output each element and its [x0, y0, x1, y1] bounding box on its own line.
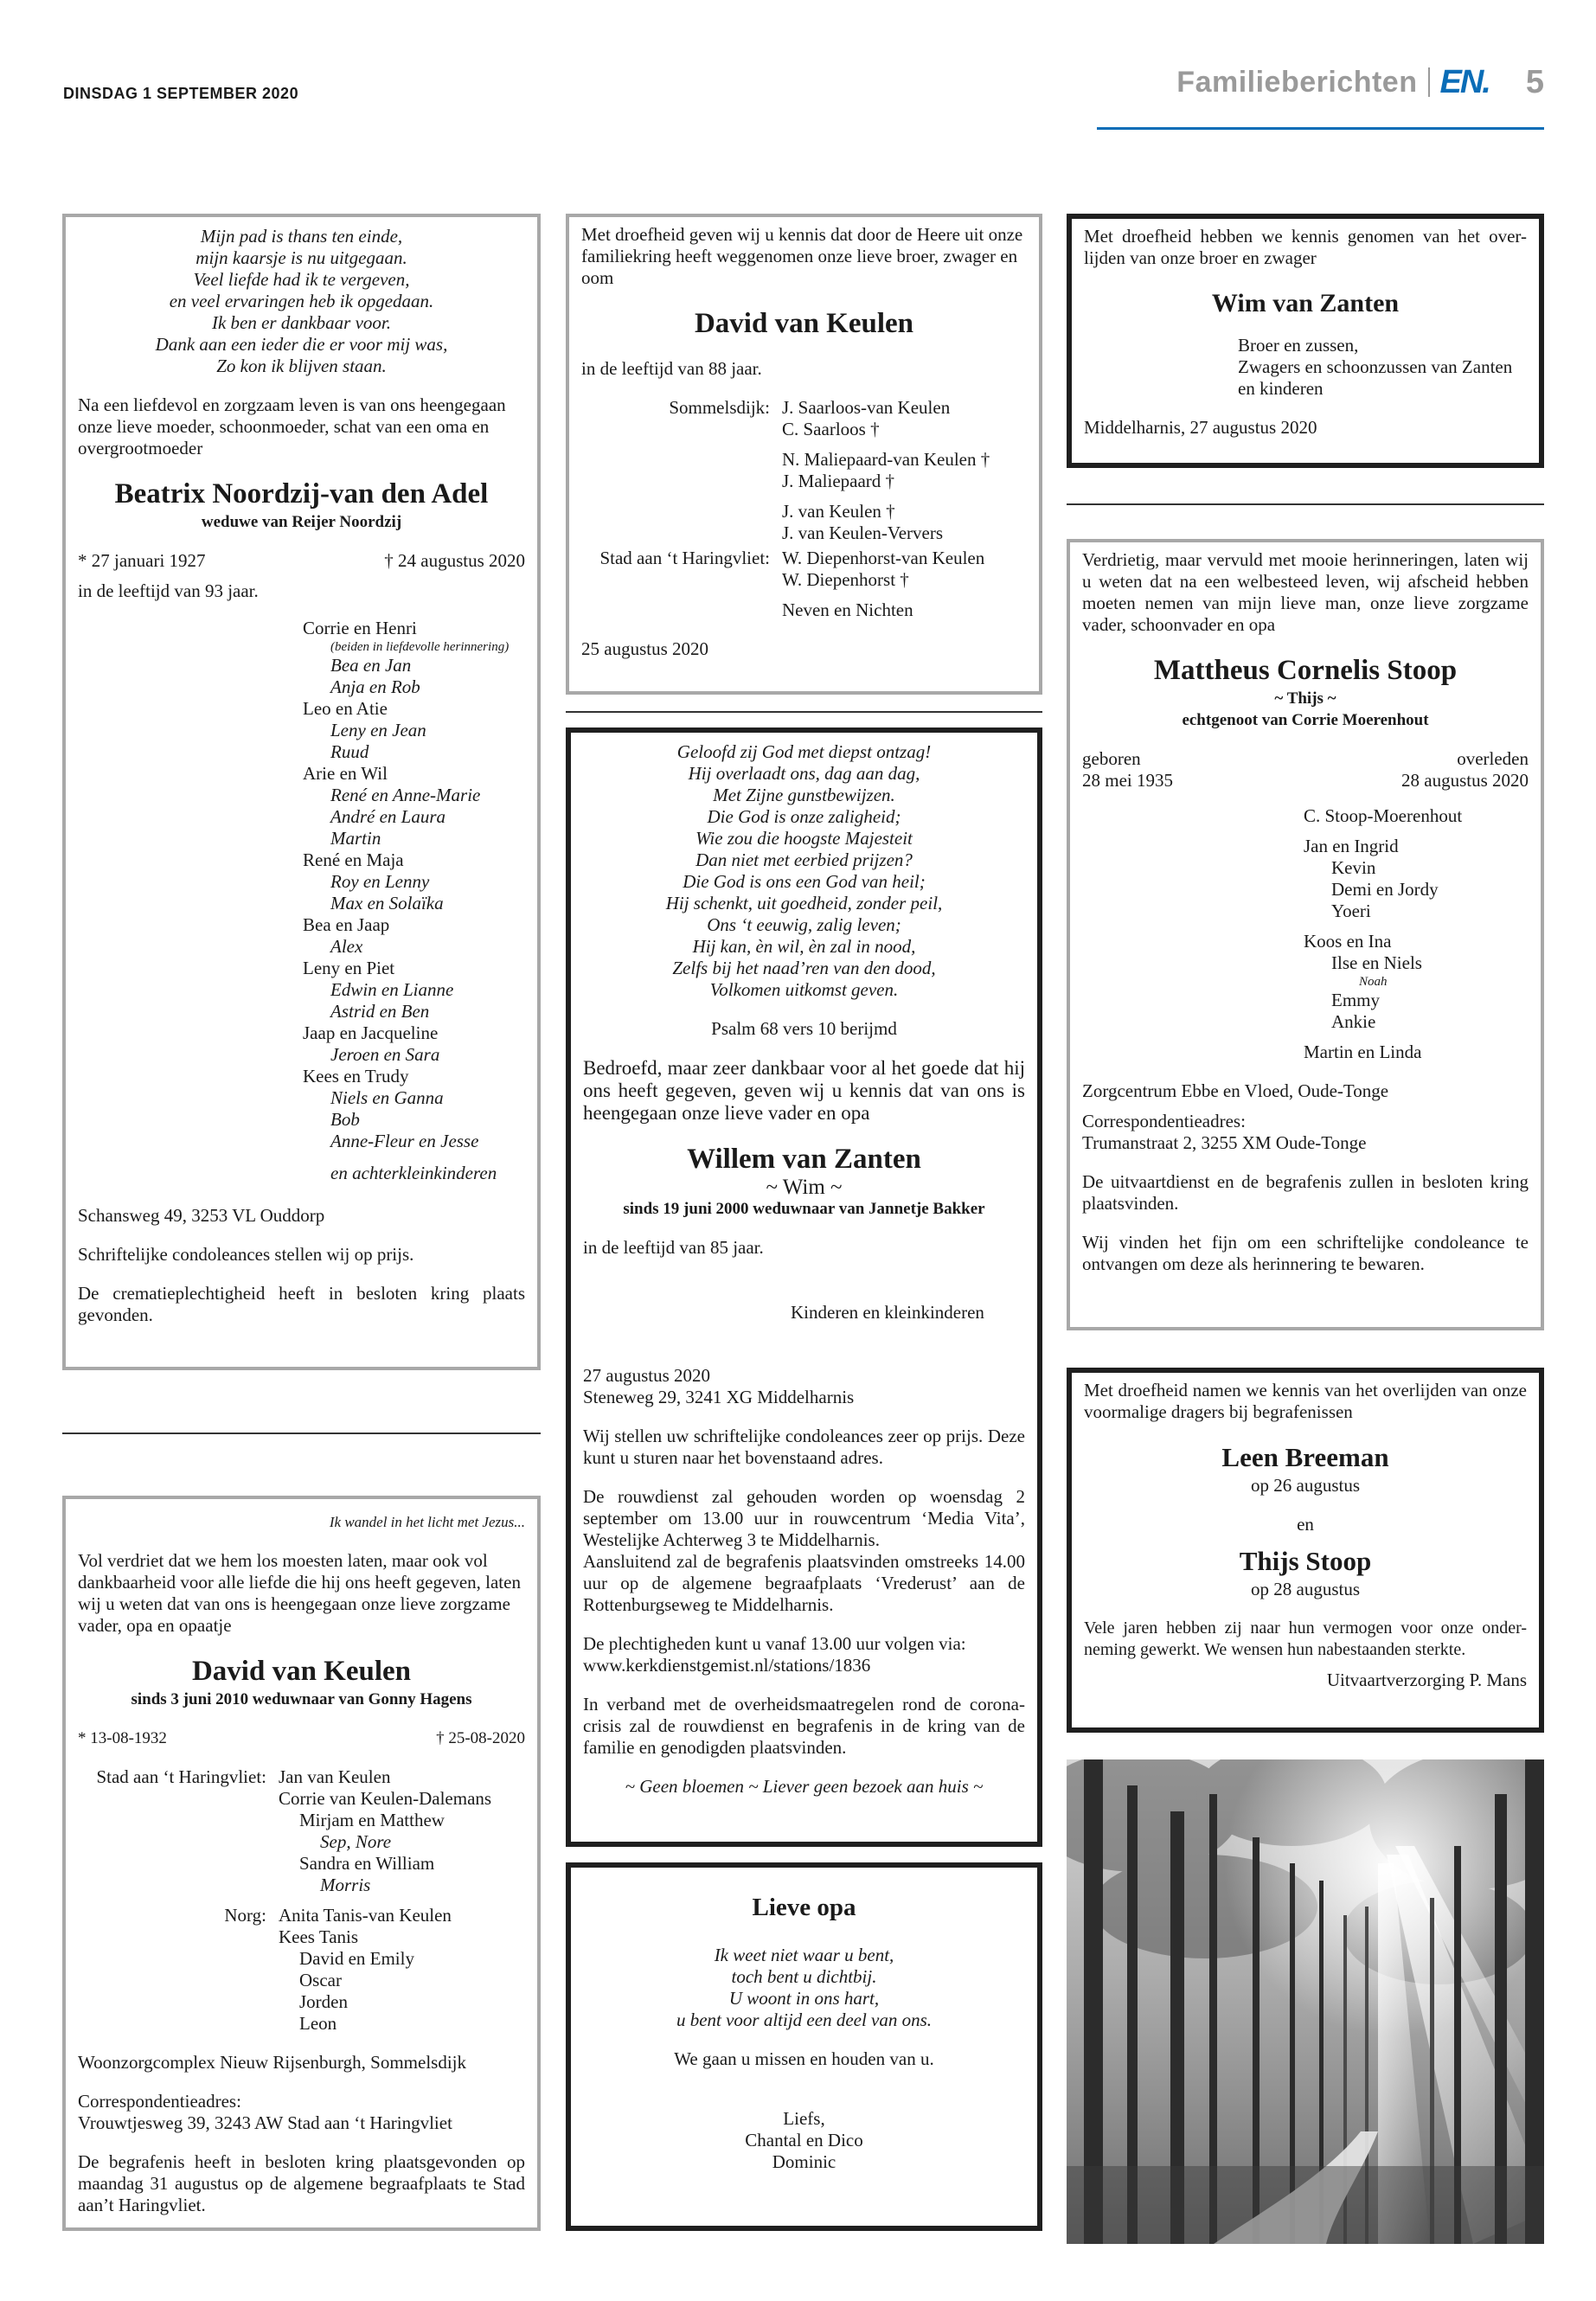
family-member: René en Maja	[303, 849, 404, 870]
date-text: 27 augustus 2020	[583, 1365, 710, 1386]
header-rule	[1097, 127, 1544, 130]
family-member: Anne-Fleur en Jesse	[330, 1131, 479, 1151]
poem	[583, 741, 1025, 1001]
family-member: Noah	[1359, 975, 1388, 989]
poem-line: Mijn pad is thans ten einde,	[200, 226, 403, 247]
message-title: Lieve opa	[752, 1894, 856, 1921]
family-member: Martin en Linda	[1304, 1042, 1422, 1062]
birth-date: * 27 januari 1927	[78, 550, 206, 571]
correspondence-address: Trumanstraat 2, 3255 XM Oude-Tonge	[1082, 1132, 1367, 1153]
family-member: Ruud	[330, 741, 369, 762]
poem-line: Hij schenkt, uit goedheid, zonder peil,	[665, 893, 943, 913]
family-member: Bea en Jaap	[303, 914, 390, 935]
page-number: 5	[1525, 63, 1544, 100]
place-date-text: Middelharnis, 27 augustus 2020	[1084, 417, 1317, 438]
obituary-mattheus-cornelis-stoop	[1067, 539, 1544, 1330]
family-list	[782, 397, 990, 544]
poem-line: Zo kon ik blijven staan.	[216, 356, 387, 376]
closing-line: Dominic	[772, 2151, 836, 2172]
poem-line: mijn kaarsje is nu uitgegaan.	[195, 247, 407, 268]
family-member: Jorden	[299, 1991, 348, 2012]
family-member: Martin	[330, 828, 381, 849]
family-member: Max en Solaïka	[330, 893, 444, 913]
poem-line: Ik weet niet waar u bent,	[714, 1945, 894, 1965]
family-member: W. Diepenhorst †	[782, 569, 909, 590]
place-label: Norg:	[224, 1905, 266, 1926]
age-text: in de leeftijd van 93 jaar.	[78, 580, 259, 601]
spouse-name: C. Stoop-Moerenhout	[1304, 805, 1463, 826]
family-member: Jeroen en Sara	[330, 1044, 440, 1065]
newspaper-logo: EN.	[1439, 63, 1490, 100]
death-block	[1401, 748, 1529, 792]
deceased-name: Mattheus Cornelis Stoop	[1153, 655, 1458, 686]
address-text: Steneweg 29, 3241 XG Middelharnis	[583, 1387, 855, 1407]
intro-text: Met droefheid geven wij u kennis dat door de Heere uit onze familiekring heeft weggenomen onze lieve broer, zwager en oom	[581, 224, 1023, 288]
poem-line: Ik ben er dankbaar voor.	[211, 312, 392, 333]
poem-line: Geloofd zij God met diepst ontzag!	[676, 741, 932, 762]
family-member: J. Maliepaard †	[782, 471, 895, 491]
family-member: Yoeri	[1331, 901, 1371, 921]
poem-line: Ons ‘t eeuwig, zalig leven;	[707, 914, 901, 935]
poem-line: Volkomen uitkomst geven.	[709, 979, 899, 1000]
section-title: Familieberichten	[1176, 65, 1418, 99]
family-member: C. Saarloos †	[782, 419, 880, 439]
deceased-nickname: ~ Thijs ~	[1274, 689, 1336, 708]
family-member: André en Laura	[330, 806, 445, 827]
family-member: Jaap en Jacqueline	[303, 1022, 439, 1043]
family-member: Kevin	[1331, 857, 1376, 878]
obituary-david-van-keulen-siblings	[566, 214, 1042, 695]
condolences-text: Schriftelijke condoleances stellen wij op prijs.	[78, 1244, 414, 1265]
poem-line: Met Zijne gunstbewijzen.	[713, 785, 895, 805]
address-text: Schansweg 49, 3253 VL Ouddorp	[78, 1205, 325, 1226]
place-label: Stad aan ‘t Haringvliet:	[599, 548, 770, 568]
family-member: Leny en Piet	[303, 958, 395, 978]
poem-line: Dan niet met eerbied prijzen?	[695, 849, 913, 870]
dates-row	[78, 550, 525, 572]
deceased-subtitle: sinds 19 juni 2000 weduwnaar van Jannetje Bakker	[623, 1200, 985, 1218]
obituary-wim-van-zanten	[1067, 214, 1544, 468]
age-text: in de leeftijd van 88 jaar.	[581, 358, 762, 379]
date-text: 25 augustus 2020	[581, 638, 708, 659]
poem-line: toch bent u dichtbij.	[731, 1966, 877, 1987]
place-label: Sommelsdijk:	[669, 397, 770, 418]
family-member: Ilse en Niels	[1331, 952, 1422, 973]
family-member: N. Maliepaard-van Keulen †	[782, 449, 990, 470]
family-member: Jan van Keulen	[279, 1766, 391, 1787]
family-member: Oscar	[299, 1970, 342, 1990]
family-group	[581, 548, 1027, 621]
closing-line: Chantal en Dico	[745, 2130, 863, 2150]
intro-text: Verdrietig, maar vervuld met mooie herinneringen, laten wij u weten dat na een welbesteed leven, wij afscheid hebben moeten nemen van mijn lieve man, onze lieve zorgzame vader, schoonvader en opa	[1082, 549, 1529, 635]
poem-line: u bent voor altijd een deel van ons.	[676, 2009, 933, 2030]
family-member: Astrid en Ben	[330, 1001, 430, 1022]
grandchildren-text: en achterkleinkinderen	[330, 1163, 497, 1183]
obituary-beatrix-noordzij	[62, 214, 541, 1370]
family-member: David en Emily	[299, 1948, 414, 1969]
page-header	[1176, 63, 1544, 100]
family-member: Anja en Rob	[330, 676, 420, 697]
family-member: Edwin en Lianne	[330, 979, 454, 1000]
correspondence-address: Vrouwtjesweg 39, 3243 AW Stad aan ‘t Haringvliet	[78, 2112, 452, 2133]
family-member: Leon	[299, 2013, 337, 2034]
family-member: Morris	[320, 1875, 371, 1895]
message-line: We gaan u missen en houden van u.	[674, 2048, 934, 2069]
family-member: (beiden in liefdevolle herinnering)	[330, 640, 510, 654]
notice-pallbearers	[1067, 1368, 1544, 1733]
deceased-name: Thijs Stoop	[1239, 1546, 1372, 1576]
message-text: Vele jaren hebben zij naar hun vermogen voor onze onder-neming gewerkt. We wensen hun nabestaanden sterkte.	[1084, 1618, 1527, 1659]
forest-photo	[1067, 1759, 1544, 2244]
place-label: Stad aan ‘t Haringvliet:	[96, 1766, 266, 1787]
death-date: op 28 augustus	[1251, 1579, 1360, 1599]
deceased-nickname: ~ Wim ~	[766, 1176, 843, 1199]
family-list	[1238, 335, 1527, 400]
family-member: Koos en Ina	[1304, 931, 1392, 952]
deceased-name: Leen Breeman	[1221, 1442, 1389, 1472]
obituary-david-van-keulen-family	[62, 1496, 541, 2231]
poem-line: Wie zou die hoogste Majesteit	[695, 828, 913, 849]
psalm-reference: Psalm 68 vers 10 berijmd	[711, 1018, 897, 1039]
deceased-subtitle: sinds 3 juni 2010 weduwnaar van Gonny Hagens	[131, 1690, 472, 1708]
deceased-name: David van Keulen	[191, 1656, 412, 1687]
intro-text: Bedroefd, maar zeer dankbaar voor al het goede dat hij ons heeft gegeven, geven wij u kennis dat van ons is heengegaan onze lieve vader en opa	[583, 1057, 1025, 1124]
family-member: Roy en Lenny	[330, 871, 430, 892]
condolences-text: Wij vinden het fijn om een schriftelijke condoleance te ontvangen om deze als herinnering te bewaren.	[1082, 1232, 1529, 1274]
residence-text: Woonzorgcomplex Nieuw Rijsenburgh, Sommelsdijk	[78, 2052, 466, 2073]
family-member: J. Saarloos-van Keulen	[782, 397, 951, 418]
intro-text: Met droefheid hebben we kennis genomen van het over-lijden van onze broer en zwager	[1084, 226, 1527, 268]
correspondence-label: Correspondentieadres:	[1082, 1111, 1246, 1131]
poem-line: Die God is ons een God van heil;	[683, 871, 926, 892]
family-list	[279, 1766, 491, 1896]
family-group	[1304, 931, 1529, 1033]
poem-line: Die God is onze zaligheid;	[707, 806, 901, 827]
correspondence-label: Correspondentieadres:	[78, 2091, 241, 2112]
ceremony-text: De crematieplechtigheid heeft in besloten kring plaats gevonden.	[78, 1283, 525, 1325]
funeral-text: De uitvaartdienst en de begrafenis zullen in besloten kring plaatsvinden.	[1082, 1171, 1529, 1214]
burial-text: Aansluitend zal de begrafenis plaatsvinden omstreeks 14.00 uur op de algemene begraafplaats ‘Vrederust’ aan de Rottenburgseweg te Middelharnis.	[583, 1551, 1025, 1615]
family-member: J. van Keulen-Ververs	[782, 522, 944, 543]
poem-line: Veel liefde had ik te vergeven,	[193, 269, 410, 290]
family-member: W. Diepenhorst-van Keulen	[782, 548, 985, 568]
family-member: Bob	[330, 1109, 360, 1130]
poem-line: en veel ervaringen heb ik opgedaan.	[169, 291, 434, 311]
message-lieve-opa	[566, 1862, 1042, 2231]
intro-text: Vol verdriet dat we hem los moesten laten, maar ook vol dankbaarheid voor alle liefde die hij ons heeft gegeven, laten wij u weten dat van ons is heengegaan onze lieve zorgzame vader, opa en opaatje	[78, 1550, 521, 1636]
family-group	[78, 1905, 525, 2035]
family-group	[581, 397, 1027, 544]
closing	[583, 2108, 1025, 2173]
family-member: Bea en Jan	[330, 655, 412, 676]
dates-row	[78, 1727, 525, 1749]
family-member: Arie en Wil	[303, 763, 388, 784]
family-member: René en Anne-Marie	[330, 785, 481, 805]
birth-label: geboren	[1082, 748, 1141, 769]
family-group	[1304, 836, 1529, 922]
intro-text: Met droefheid namen we kennis van het overlijden van onze voormalige dragers bij begrafenissen	[1084, 1380, 1527, 1422]
condolences-text: Wij stellen uw schriftelijke condoleances zeer op prijs. Deze kunt u sturen naar het bovenstaand adres.	[583, 1426, 1025, 1468]
family-member: Emmy	[1331, 990, 1380, 1010]
family-member: Mirjam en Matthew	[299, 1810, 445, 1830]
family-member: Anita Tanis-van Keulen	[279, 1905, 452, 1926]
family-member: Alex	[330, 936, 363, 957]
family-member: Demi en Jordy	[1331, 879, 1439, 900]
column-divider	[1067, 503, 1544, 505]
death-date: † 24 augustus 2020	[384, 550, 525, 571]
poem-line: Hij overlaadt ons, dag aan dag,	[688, 763, 920, 784]
family-member: Leny en Jean	[330, 720, 426, 740]
deceased-name: Beatrix Noordzij-van den Adel	[114, 478, 489, 510]
service-text: De rouwdienst zal gehouden worden op woensdag 2 september om 13.00 uur in rouwcentrum ‘Media Vita’, Westelijke Achterweg 3 te Middelharnis.	[583, 1486, 1025, 1550]
deceased-name: Willem van Zanten	[687, 1144, 921, 1175]
column-divider	[566, 711, 1042, 713]
corona-text: In verband met de overheidsmaatregelen rond de corona-crisis zal de rouwdienst en begrafenis in de kring van de familie en genodigden plaatsvinden.	[583, 1694, 1025, 1758]
dates-row	[1082, 748, 1529, 792]
forest-illustration	[1067, 1759, 1544, 2244]
column-divider	[62, 1433, 541, 1434]
family-member: Broer en zussen,	[1238, 335, 1359, 356]
family-member: en kinderen	[1238, 378, 1324, 399]
deceased-name: David van Keulen	[694, 308, 914, 339]
death-date: op 26 augustus	[1251, 1475, 1360, 1496]
family-member: Leo en Atie	[303, 698, 388, 719]
family-member: Zwagers en schoonzussen van Zanten	[1238, 356, 1513, 377]
family-member: Ankie	[1331, 1011, 1376, 1032]
intro-text: Na een liefdevol en zorgzaam leven is van ons heengegaan onze lieve moeder, schoonmoeder, schat van een oma en overgrootmoeder	[78, 394, 506, 458]
death-label: overleden	[1457, 748, 1529, 769]
conjunction-text: en	[1297, 1514, 1314, 1535]
page-date: DINSDAG 1 SEPTEMBER 2020	[63, 85, 299, 102]
family-member: Corrie en Henri	[303, 618, 417, 638]
family-member: Sep, Nore	[320, 1831, 392, 1852]
livestream-text: De plechtigheden kunt u vanaf 13.00 uur volgen via:	[583, 1633, 966, 1654]
family-member: Corrie van Keulen-Dalemans	[279, 1788, 492, 1809]
deceased-name: Wim van Zanten	[1211, 289, 1400, 317]
motto: Ik wandel in het licht met Jezus...	[329, 1514, 525, 1530]
deceased-subtitle: echtgenoot van Corrie Moerenhout	[1182, 711, 1429, 729]
family-member: Kees en Trudy	[303, 1066, 409, 1086]
family-list	[782, 548, 984, 621]
obituary-willem-van-zanten	[566, 727, 1042, 1847]
family-list	[303, 618, 525, 1152]
family-list	[1304, 805, 1529, 1063]
family-list	[279, 1905, 452, 2035]
poem-line: U woont in ons hart,	[728, 1988, 880, 2009]
family-member: Kees Tanis	[279, 1926, 359, 1947]
family-group	[78, 1766, 525, 1896]
family-member: Neven en Nichten	[782, 599, 913, 620]
family-text: Kinderen en kleinkinderen	[791, 1302, 984, 1323]
poem	[583, 1945, 1025, 2031]
closing-line: Liefs,	[783, 2108, 825, 2129]
care-home-text: Zorgcentrum Ebbe en Vloed, Oude-Tonge	[1082, 1080, 1389, 1101]
birth-date: * 13-08-1932	[78, 1729, 167, 1747]
family-member: Sandra en William	[299, 1853, 435, 1874]
family-member: Jan en Ingrid	[1304, 836, 1399, 856]
death-date: † 25-08-2020	[436, 1729, 525, 1747]
birth-block	[1082, 748, 1173, 792]
family-member: J. van Keulen †	[782, 501, 895, 522]
death-date: 28 augustus 2020	[1401, 770, 1529, 791]
deceased-subtitle: weduwe van Reijer Noordzij	[201, 513, 402, 531]
poem	[78, 226, 525, 377]
family-member: Niels en Ganna	[330, 1087, 444, 1108]
birth-date: 28 mei 1935	[1082, 770, 1173, 791]
poem-line: Dank aan een ieder die er voor mij was,	[155, 334, 448, 355]
header-separator	[1428, 67, 1430, 97]
poem-line: Zelfs bij het naad’ren van den dood,	[672, 958, 936, 978]
poem-line: Hij kan, èn wil, èn zal in nood,	[692, 936, 916, 957]
livestream-link[interactable]: www.kerkdienstgemist.nl/stations/1836	[583, 1655, 871, 1676]
footer-text: ~ Geen bloemen ~ Liever geen bezoek aan huis ~	[625, 1776, 984, 1797]
signature-text: Uitvaartverzorging P. Mans	[1326, 1670, 1527, 1690]
funeral-text: De begrafenis heeft in besloten kring plaatsgevonden op maandag 31 augustus op de algemene begraafplaats te Stad aan’t Haringvliet.	[78, 2151, 525, 2215]
age-text: in de leeftijd van 85 jaar.	[583, 1237, 764, 1258]
